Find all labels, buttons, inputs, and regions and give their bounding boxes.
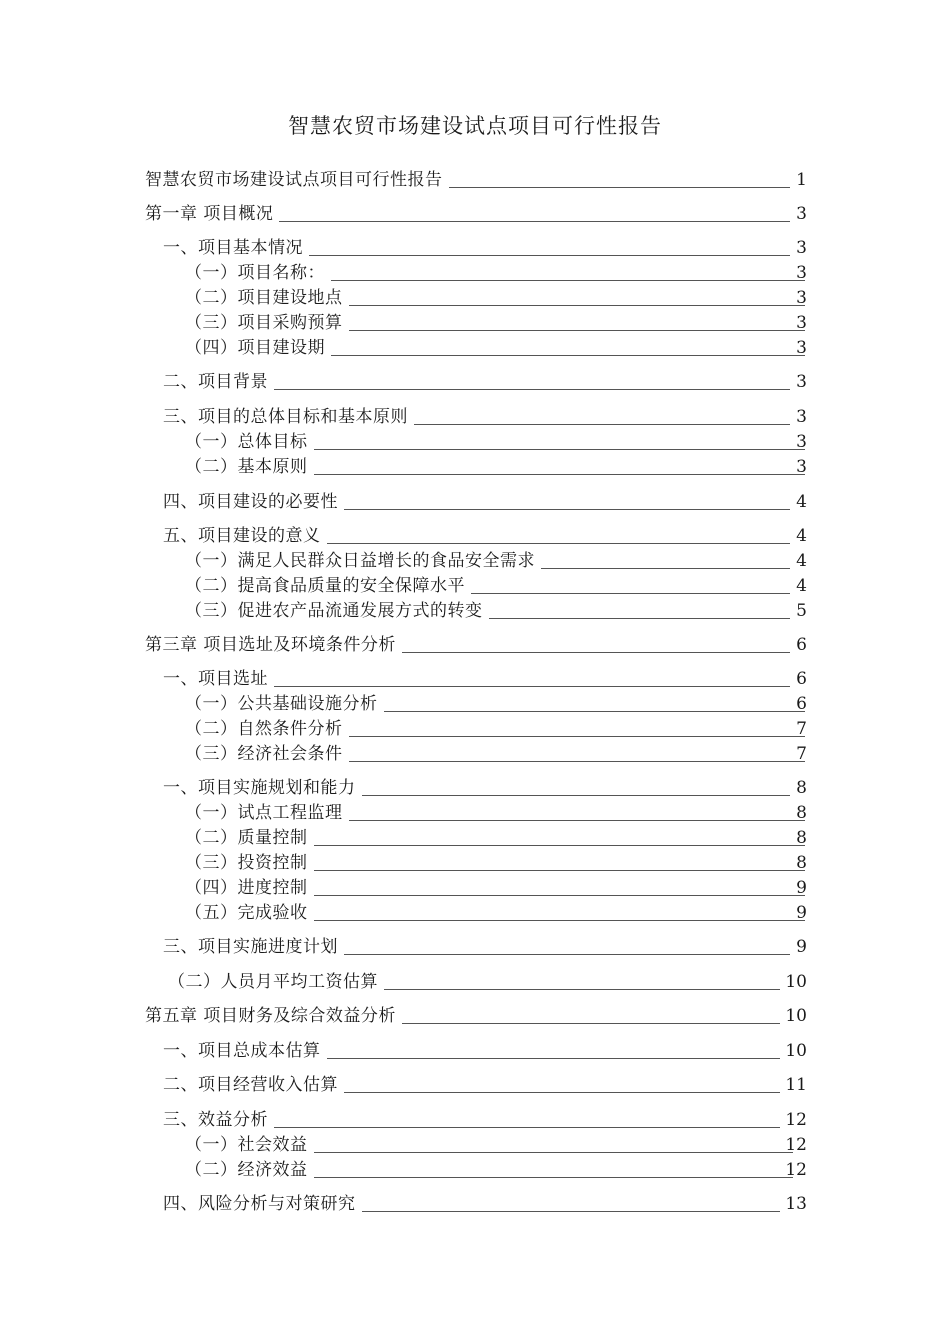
- toc-entry[interactable]: [0, 1073, 950, 1097]
- toc-leader-line: [314, 870, 806, 871]
- toc-entry-page-number: 12: [785, 1110, 807, 1130]
- toc-entry-title: 第五章 项目财务及综合效益分析: [145, 1006, 396, 1026]
- toc-entry-page-number: 3: [796, 238, 807, 258]
- toc-leader-line: [314, 449, 806, 450]
- toc-leader-line: [344, 509, 790, 510]
- toc-entry[interactable]: [0, 430, 950, 454]
- toc-entry-page-number: 3: [796, 457, 807, 477]
- toc-leader-line: [331, 355, 805, 356]
- toc-leader-line: [489, 618, 791, 619]
- toc-leader-line: [327, 543, 791, 544]
- toc-entry-page-number: 3: [796, 338, 807, 358]
- toc-entry-title: （二）自然条件分析: [185, 719, 343, 739]
- toc-entry-page-number: 9: [796, 937, 807, 957]
- toc-entry-title: （二）人员月平均工资估算: [168, 972, 378, 992]
- toc-entry-title: 三、项目的总体目标和基本原则: [163, 407, 408, 427]
- toc-entry[interactable]: [0, 524, 950, 548]
- toc-entry-page-number: 9: [796, 903, 807, 923]
- toc-leader-line: [349, 736, 806, 737]
- toc-entry-page-number: 3: [796, 204, 807, 224]
- toc-entry[interactable]: [0, 370, 950, 394]
- toc-entry[interactable]: [0, 1108, 950, 1132]
- toc-entry-page-number: 13: [785, 1194, 807, 1214]
- toc-leader-line: [541, 568, 790, 569]
- toc-entry-title: （二）基本原则: [185, 457, 308, 477]
- toc-entry-page-number: 8: [796, 853, 807, 873]
- toc-entry-page-number: 10: [785, 972, 807, 992]
- toc-entry-page-number: 7: [796, 744, 807, 764]
- toc-entry-title: （一）公共基础设施分析: [185, 694, 378, 714]
- toc-entry[interactable]: [0, 970, 950, 994]
- toc-entry-page-number: 6: [796, 694, 807, 714]
- toc-leader-line: [402, 652, 790, 653]
- toc-leader-line: [314, 920, 806, 921]
- toc-leader-line: [362, 795, 791, 796]
- toc-leader-line: [314, 845, 806, 846]
- toc-entry-title: （三）项目采购预算: [185, 313, 343, 333]
- toc-leader-line: [449, 187, 791, 188]
- toc-entry[interactable]: [0, 405, 950, 429]
- toc-entry-title: 三、效益分析: [163, 1110, 268, 1130]
- toc-entry[interactable]: [0, 633, 950, 657]
- toc-entry-title: （一）满足人民群众日益增长的食品安全需求: [185, 551, 535, 571]
- toc-leader-line: [274, 389, 790, 390]
- toc-leader-line: [274, 1127, 780, 1128]
- toc-entry-page-number: 3: [796, 432, 807, 452]
- toc-entry[interactable]: [0, 667, 950, 691]
- toc-entry-page-number: 10: [785, 1006, 807, 1026]
- toc-leader-line: [314, 1152, 794, 1153]
- toc-entry-page-number: 6: [796, 669, 807, 689]
- toc-entry-page-number: 7: [796, 719, 807, 739]
- toc-entry-title: 第一章 项目概况: [145, 204, 274, 224]
- toc-leader-line: [349, 820, 806, 821]
- toc-leader-line: [414, 424, 790, 425]
- toc-entry[interactable]: [0, 168, 950, 192]
- toc-leader-line: [349, 305, 806, 306]
- toc-entry-page-number: 12: [785, 1160, 807, 1180]
- toc-entry[interactable]: [0, 851, 950, 875]
- toc-leader-line: [384, 989, 780, 990]
- toc-entry-title: （四）进度控制: [185, 878, 308, 898]
- toc-entry-title: （四）项目建设期: [185, 338, 325, 358]
- toc-entry-page-number: 12: [785, 1135, 807, 1155]
- toc-entry-page-number: 8: [796, 803, 807, 823]
- toc-entry-title: （二）项目建设地点: [185, 288, 343, 308]
- toc-entry[interactable]: [0, 935, 950, 959]
- toc-leader-line: [402, 1023, 780, 1024]
- toc-entry-title: 五、项目建设的意义: [163, 526, 321, 546]
- toc-entry-title: （一）试点工程监理: [185, 803, 343, 823]
- toc-entry[interactable]: [0, 574, 950, 598]
- toc-entry[interactable]: [0, 336, 950, 360]
- toc-entry-title: 智慧农贸市场建设试点项目可行性报告: [145, 170, 443, 190]
- toc-entry-title: 一、项目基本情况: [163, 238, 303, 258]
- toc-leader-line: [274, 686, 790, 687]
- toc-entry-page-number: 11: [785, 1075, 807, 1095]
- toc-entry-title: （二）质量控制: [185, 828, 308, 848]
- toc-entry-title: （一）总体目标: [185, 432, 308, 452]
- toc-entry[interactable]: [0, 1133, 950, 1157]
- toc-entry-title: （五）完成验收: [185, 903, 308, 923]
- toc-entry-title: （一）项目名称：: [185, 263, 325, 283]
- toc-entry-page-number: 4: [796, 526, 807, 546]
- toc-entry-title: （三）促进农产品流通发展方式的转变: [185, 601, 483, 621]
- toc-entry[interactable]: [0, 1004, 950, 1028]
- toc-leader-line: [331, 280, 805, 281]
- toc-entry-title: 四、项目建设的必要性: [163, 492, 338, 512]
- toc-entry[interactable]: [0, 776, 950, 800]
- toc-leader-line: [384, 711, 806, 712]
- toc-leader-line: [349, 761, 806, 762]
- toc-entry-page-number: 8: [796, 828, 807, 848]
- toc-entry[interactable]: [0, 236, 950, 260]
- toc-entry[interactable]: [0, 876, 950, 900]
- toc-entry[interactable]: [0, 1192, 950, 1216]
- toc-entry-title: 二、项目背景: [163, 372, 268, 392]
- toc-entry-page-number: 3: [796, 313, 807, 333]
- toc-entry-page-number: 3: [796, 372, 807, 392]
- toc-leader-line: [349, 330, 806, 331]
- toc-entry[interactable]: [0, 599, 950, 623]
- toc-entry-page-number: 9: [796, 878, 807, 898]
- toc-leader-line: [279, 221, 790, 222]
- toc-entry[interactable]: [0, 261, 950, 285]
- toc-entry-title: （三）经济社会条件: [185, 744, 343, 764]
- toc-entry-title: （二）经济效益: [185, 1160, 308, 1180]
- toc-leader-line: [314, 895, 806, 896]
- toc-entry[interactable]: [0, 490, 950, 514]
- toc-entry[interactable]: [0, 311, 950, 335]
- toc-entry-page-number: 6: [796, 635, 807, 655]
- toc-entry-title: 一、项目实施规划和能力: [163, 778, 356, 798]
- toc-entry[interactable]: [0, 286, 950, 310]
- toc-leader-line: [327, 1058, 781, 1059]
- toc-entry-title: 四、风险分析与对策研究: [163, 1194, 356, 1214]
- toc-leader-line: [309, 255, 790, 256]
- toc-entry-page-number: 5: [796, 601, 807, 621]
- toc-entry-page-number: 8: [796, 778, 807, 798]
- toc-leader-line: [314, 1177, 794, 1178]
- toc-entry-title: 三、项目实施进度计划: [163, 937, 338, 957]
- toc-entry[interactable]: [0, 1039, 950, 1063]
- toc-entry[interactable]: [0, 717, 950, 741]
- toc-entry-title: （一）社会效益: [185, 1135, 308, 1155]
- toc-entry[interactable]: [0, 692, 950, 716]
- toc-entry-page-number: 4: [796, 576, 807, 596]
- toc-leader-line: [362, 1211, 781, 1212]
- toc-entry-title: 二、项目经营收入估算: [163, 1075, 338, 1095]
- toc-leader-line: [471, 593, 790, 594]
- toc-leader-line: [344, 954, 790, 955]
- toc-entry-page-number: 3: [796, 263, 807, 283]
- toc-entry[interactable]: [0, 202, 950, 226]
- toc-entry[interactable]: [0, 1158, 950, 1182]
- toc-entry-title: 一、项目选址: [163, 669, 268, 689]
- toc-entry-title: （二）提高食品质量的安全保障水平: [185, 576, 465, 596]
- toc-entry-title: （三）投资控制: [185, 853, 308, 873]
- toc-entry-title: 第三章 项目选址及环境条件分析: [145, 635, 396, 655]
- toc-entry-page-number: 4: [796, 551, 807, 571]
- toc-entry-page-number: 3: [796, 407, 807, 427]
- toc-entry[interactable]: [0, 801, 950, 825]
- toc-entry-page-number: 3: [796, 288, 807, 308]
- toc-leader-line: [314, 474, 806, 475]
- toc-entry-page-number: 4: [796, 492, 807, 512]
- document-title: 智慧农贸市场建设试点项目可行性报告: [288, 114, 662, 138]
- toc-entry[interactable]: [0, 826, 950, 850]
- toc-entry[interactable]: [0, 455, 950, 479]
- toc-entry[interactable]: [0, 549, 950, 573]
- toc-entry-title: 一、项目总成本估算: [163, 1041, 321, 1061]
- toc-entry[interactable]: [0, 742, 950, 766]
- toc-leader-line: [344, 1092, 780, 1093]
- toc-entry-page-number: 1: [796, 170, 807, 190]
- toc-entry[interactable]: [0, 901, 950, 925]
- toc-entry-page-number: 10: [785, 1041, 807, 1061]
